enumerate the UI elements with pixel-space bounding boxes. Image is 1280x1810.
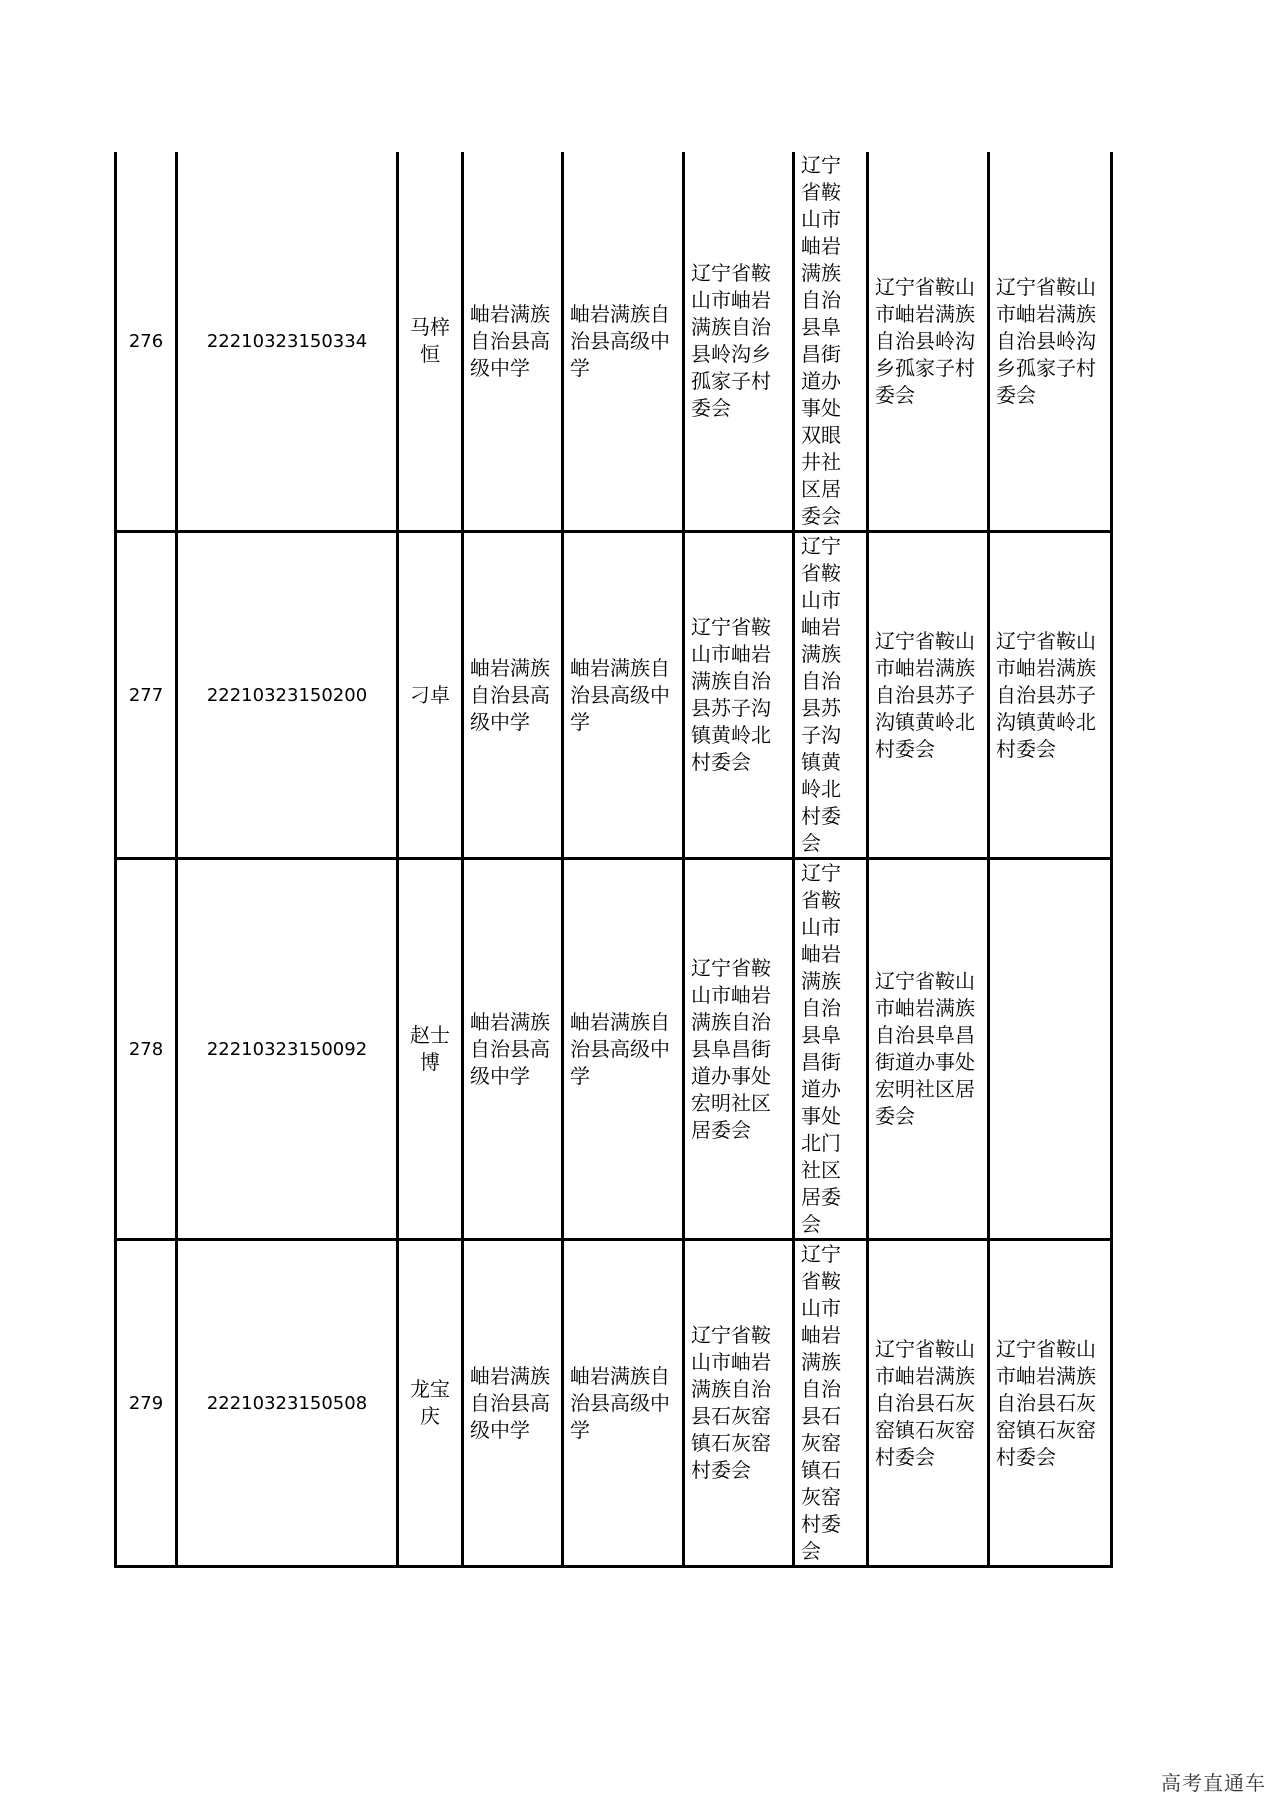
roster-body [116,152,1112,1567]
address-cell: 辽宁省鞍山市岫岩满族自治县阜昌街道办事处双眼井社区居委会 [794,152,868,532]
row-index: 277 [116,532,177,859]
address-cell: 辽宁省鞍山市岫岩满族自治县苏子沟镇黄岭北村委会 [989,532,1112,859]
exam-number: 22210323150508 [177,1240,398,1567]
address-cell: 辽宁省鞍山市岫岩满族自治县阜昌街道办事处宏明社区居委会 [684,859,794,1240]
school-cell: 岫岩满族自治县高级中学 [563,152,684,532]
school-cell: 岫岩满族自治县高级中学 [463,152,563,532]
school-cell: 岫岩满族自治县高级中学 [563,1240,684,1567]
table-row [116,152,1112,532]
row-index: 279 [116,1240,177,1567]
address-cell [989,859,1112,1240]
table-row [116,1240,1112,1567]
row-index: 276 [116,152,177,532]
watermark-text: 高考直通车 [1161,1771,1266,1795]
school-cell: 岫岩满族自治县高级中学 [463,532,563,859]
address-cell: 辽宁省鞍山市岫岩满族自治县石灰窑镇石灰窑村委会 [794,1240,868,1567]
table-row [116,532,1112,859]
address-cell: 辽宁省鞍山市岫岩满族自治县阜昌街道办事处北门社区居委会 [794,859,868,1240]
address-cell: 辽宁省鞍山市岫岩满族自治县苏子沟镇黄岭北村委会 [684,532,794,859]
school-cell: 岫岩满族自治县高级中学 [463,859,563,1240]
exam-number: 22210323150092 [177,859,398,1240]
student-name: 刁卓 [398,532,463,859]
school-cell: 岫岩满族自治县高级中学 [463,1240,563,1567]
row-index: 278 [116,859,177,1240]
school-cell: 岫岩满族自治县高级中学 [563,532,684,859]
student-name: 赵士博 [398,859,463,1240]
address-cell: 辽宁省鞍山市岫岩满族自治县岭沟乡孤家子村委会 [868,152,989,532]
address-cell: 辽宁省鞍山市岫岩满族自治县苏子沟镇黄岭北村委会 [868,532,989,859]
address-cell: 辽宁省鞍山市岫岩满族自治县苏子沟镇黄岭北村委会 [794,532,868,859]
student-name: 龙宝庆 [398,1240,463,1567]
address-cell: 辽宁省鞍山市岫岩满族自治县石灰窑镇石灰窑村委会 [868,1240,989,1567]
address-cell: 辽宁省鞍山市岫岩满族自治县岭沟乡孤家子村委会 [989,152,1112,532]
roster-table [114,152,1113,1568]
exam-number: 22210323150334 [177,152,398,532]
address-cell: 辽宁省鞍山市岫岩满族自治县阜昌街道办事处宏明社区居委会 [868,859,989,1240]
address-cell: 辽宁省鞍山市岫岩满族自治县岭沟乡孤家子村委会 [684,152,794,532]
exam-number: 22210323150200 [177,532,398,859]
table-row [116,859,1112,1240]
student-name: 马梓恒 [398,152,463,532]
school-cell: 岫岩满族自治县高级中学 [563,859,684,1240]
address-cell: 辽宁省鞍山市岫岩满族自治县石灰窑镇石灰窑村委会 [684,1240,794,1567]
address-cell: 辽宁省鞍山市岫岩满族自治县石灰窑镇石灰窑村委会 [989,1240,1112,1567]
